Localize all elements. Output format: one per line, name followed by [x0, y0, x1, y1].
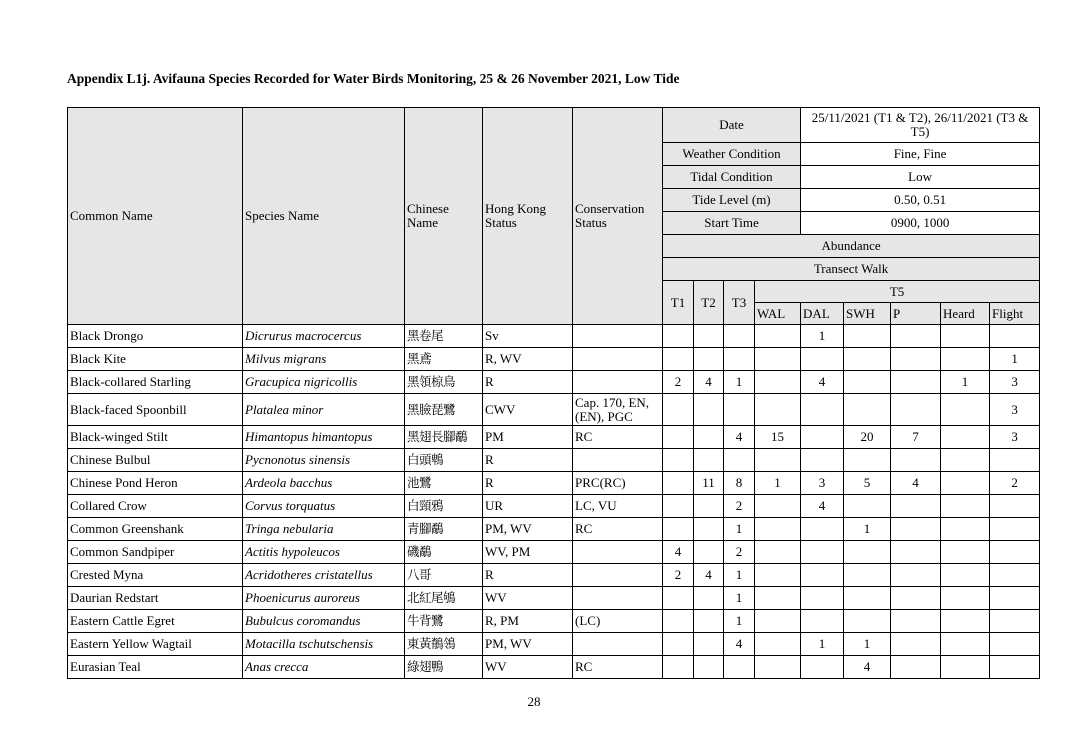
p-count-cell: [891, 633, 941, 656]
table-row: [68, 449, 1040, 472]
p-count-cell: [891, 564, 941, 587]
t2-count-cell: 4: [694, 371, 724, 394]
header-weather-value: Fine, Fine: [801, 143, 1040, 166]
heard-count-cell: [941, 449, 990, 472]
flight-count-cell: 1: [990, 348, 1040, 371]
t3-count-cell: 1: [724, 371, 755, 394]
flight-count-cell: [990, 633, 1040, 656]
dal-count-cell: [801, 348, 844, 371]
table-row: [68, 633, 1040, 656]
heard-count-cell: [941, 495, 990, 518]
conservation-status-cell: [573, 564, 663, 587]
common-name-cell: Black-winged Stilt: [68, 426, 243, 449]
hk-status-cell: Sv: [483, 325, 573, 348]
swh-count-cell: [844, 541, 891, 564]
header-date-value: 25/11/2021 (T1 & T2), 26/11/2021 (T3 & T5): [801, 108, 1040, 143]
t3-count-cell: 4: [724, 633, 755, 656]
table-row: [68, 348, 1040, 371]
dal-count-cell: 4: [801, 495, 844, 518]
dal-count-cell: [801, 449, 844, 472]
t3-count-cell: 1: [724, 518, 755, 541]
chinese-name-cell: 白頭鵯: [405, 449, 483, 472]
chinese-name-cell: 北紅尾鴝: [405, 587, 483, 610]
t1-count-cell: [663, 348, 694, 371]
p-count-cell: [891, 541, 941, 564]
t1-count-cell: [663, 325, 694, 348]
conservation-status-cell: [573, 633, 663, 656]
page-title: Appendix L1j. Avifauna Species Recorded for Water Birds Monitoring, 25 & 26 November 2021, Low Tide: [67, 71, 680, 86]
hk-status-cell: R: [483, 371, 573, 394]
header-t1: T1: [663, 281, 694, 325]
chinese-name-cell: 黑鳶: [405, 348, 483, 371]
t3-count-cell: 8: [724, 472, 755, 495]
common-name-cell: Chinese Bulbul: [68, 449, 243, 472]
t2-count-cell: 4: [694, 564, 724, 587]
wal-count-cell: [755, 348, 801, 371]
hk-status-cell: CWV: [483, 394, 573, 426]
p-count-cell: [891, 495, 941, 518]
flight-count-cell: 2: [990, 472, 1040, 495]
swh-count-cell: [844, 495, 891, 518]
conservation-status-cell: [573, 449, 663, 472]
flight-count-cell: [990, 449, 1040, 472]
chinese-name-cell: 東黃鶺鴒: [405, 633, 483, 656]
chinese-name-cell: 黑卷尾: [405, 325, 483, 348]
common-name-cell: Eastern Cattle Egret: [68, 610, 243, 633]
common-name-cell: Eastern Yellow Wagtail: [68, 633, 243, 656]
table-row: [68, 394, 1040, 426]
heard-count-cell: [941, 348, 990, 371]
p-count-cell: 7: [891, 426, 941, 449]
hk-status-cell: R, PM: [483, 610, 573, 633]
heard-count-cell: [941, 472, 990, 495]
conservation-status-cell: [573, 348, 663, 371]
species-name-cell: Platalea minor: [243, 394, 405, 426]
common-name-cell: Crested Myna: [68, 564, 243, 587]
hk-status-cell: PM, WV: [483, 518, 573, 541]
t3-count-cell: 1: [724, 587, 755, 610]
swh-count-cell: [844, 449, 891, 472]
wal-count-cell: [755, 325, 801, 348]
hk-status-cell: PM: [483, 426, 573, 449]
t2-count-cell: [694, 449, 724, 472]
t3-count-cell: 2: [724, 541, 755, 564]
chinese-name-cell: 黑翅長腳鷸: [405, 426, 483, 449]
flight-count-cell: 3: [990, 426, 1040, 449]
t1-count-cell: [663, 426, 694, 449]
header-t5: T5: [755, 281, 1040, 303]
t1-count-cell: 4: [663, 541, 694, 564]
hk-status-cell: PM, WV: [483, 633, 573, 656]
dal-count-cell: [801, 656, 844, 679]
table-row: [68, 472, 1040, 495]
swh-count-cell: [844, 610, 891, 633]
header-abundance: Abundance: [663, 235, 1040, 258]
species-name-cell: Bubulcus coromandus: [243, 610, 405, 633]
species-name-cell: Phoenicurus auroreus: [243, 587, 405, 610]
flight-count-cell: [990, 656, 1040, 679]
t3-count-cell: [724, 348, 755, 371]
species-name-cell: Anas crecca: [243, 656, 405, 679]
header-start-time-label: Start Time: [663, 212, 801, 235]
t2-count-cell: [694, 518, 724, 541]
header-conservation-status: Conservation Status: [573, 108, 663, 325]
flight-count-cell: [990, 541, 1040, 564]
p-count-cell: [891, 656, 941, 679]
t2-count-cell: [694, 495, 724, 518]
wal-count-cell: 15: [755, 426, 801, 449]
flight-count-cell: [990, 495, 1040, 518]
swh-count-cell: 1: [844, 518, 891, 541]
t3-count-cell: 1: [724, 610, 755, 633]
conservation-status-cell: Cap. 170, EN, (EN), PGC: [573, 394, 663, 426]
conservation-status-cell: [573, 541, 663, 564]
common-name-cell: Collared Crow: [68, 495, 243, 518]
t2-count-cell: [694, 541, 724, 564]
table-row: [68, 426, 1040, 449]
header-tide-level-label: Tide Level (m): [663, 189, 801, 212]
t1-count-cell: [663, 587, 694, 610]
conservation-status-cell: (LC): [573, 610, 663, 633]
common-name-cell: Black-faced Spoonbill: [68, 394, 243, 426]
t3-count-cell: [724, 449, 755, 472]
header-p: P: [891, 303, 941, 325]
t2-count-cell: [694, 348, 724, 371]
heard-count-cell: [941, 518, 990, 541]
dal-count-cell: 1: [801, 633, 844, 656]
t3-count-cell: [724, 394, 755, 426]
heard-count-cell: [941, 394, 990, 426]
hk-status-cell: R: [483, 472, 573, 495]
p-count-cell: [891, 587, 941, 610]
conservation-status-cell: [573, 325, 663, 348]
conservation-status-cell: RC: [573, 656, 663, 679]
wal-count-cell: [755, 610, 801, 633]
wal-count-cell: [755, 541, 801, 564]
swh-count-cell: [844, 564, 891, 587]
t2-count-cell: [694, 656, 724, 679]
t2-count-cell: [694, 610, 724, 633]
dal-count-cell: 3: [801, 472, 844, 495]
species-name-cell: Tringa nebularia: [243, 518, 405, 541]
header-t3: T3: [724, 281, 755, 325]
header-common-name: Common Name: [68, 108, 243, 325]
swh-count-cell: 1: [844, 633, 891, 656]
chinese-name-cell: 黑領椋鳥: [405, 371, 483, 394]
wal-count-cell: [755, 633, 801, 656]
header-species-name: Species Name: [243, 108, 405, 325]
header-heard: Heard: [941, 303, 990, 325]
header-start-time-value: 0900, 1000: [801, 212, 1040, 235]
header-date-label: Date: [663, 108, 801, 143]
chinese-name-cell: 磯鷸: [405, 541, 483, 564]
chinese-name-cell: 牛背鷺: [405, 610, 483, 633]
t2-count-cell: [694, 426, 724, 449]
t3-count-cell: 1: [724, 564, 755, 587]
species-name-cell: Ardeola bacchus: [243, 472, 405, 495]
hk-status-cell: UR: [483, 495, 573, 518]
hk-status-cell: R, WV: [483, 348, 573, 371]
conservation-status-cell: LC, VU: [573, 495, 663, 518]
wal-count-cell: 1: [755, 472, 801, 495]
t1-count-cell: 2: [663, 564, 694, 587]
species-name-cell: Himantopus himantopus: [243, 426, 405, 449]
t2-count-cell: [694, 633, 724, 656]
t1-count-cell: [663, 656, 694, 679]
p-count-cell: [891, 518, 941, 541]
dal-count-cell: [801, 394, 844, 426]
t2-count-cell: [694, 325, 724, 348]
t3-count-cell: [724, 656, 755, 679]
header-wal: WAL: [755, 303, 801, 325]
dal-count-cell: [801, 426, 844, 449]
species-name-cell: Actitis hypoleucos: [243, 541, 405, 564]
wal-count-cell: [755, 587, 801, 610]
flight-count-cell: [990, 610, 1040, 633]
p-count-cell: [891, 325, 941, 348]
p-count-cell: [891, 610, 941, 633]
t1-count-cell: [663, 394, 694, 426]
header-chinese-name: Chinese Name: [405, 108, 483, 325]
wal-count-cell: [755, 449, 801, 472]
flight-count-cell: [990, 564, 1040, 587]
header-t2: T2: [694, 281, 724, 325]
heard-count-cell: [941, 587, 990, 610]
swh-count-cell: [844, 371, 891, 394]
swh-count-cell: 5: [844, 472, 891, 495]
table-row: [68, 518, 1040, 541]
table-row: [68, 587, 1040, 610]
dal-count-cell: 4: [801, 371, 844, 394]
t3-count-cell: [724, 325, 755, 348]
table-row: [68, 610, 1040, 633]
dal-count-cell: [801, 610, 844, 633]
heard-count-cell: [941, 426, 990, 449]
species-name-cell: Acridotheres cristatellus: [243, 564, 405, 587]
hk-status-cell: WV: [483, 587, 573, 610]
conservation-status-cell: [573, 371, 663, 394]
common-name-cell: Black Drongo: [68, 325, 243, 348]
common-name-cell: Chinese Pond Heron: [68, 472, 243, 495]
table-row: [68, 495, 1040, 518]
conservation-status-cell: RC: [573, 426, 663, 449]
table-row: [68, 371, 1040, 394]
chinese-name-cell: 池鷺: [405, 472, 483, 495]
swh-count-cell: [844, 325, 891, 348]
table-row: [68, 656, 1040, 679]
header-tidal-label: Tidal Condition: [663, 166, 801, 189]
header-weather-label: Weather Condition: [663, 143, 801, 166]
t1-count-cell: [663, 472, 694, 495]
flight-count-cell: [990, 587, 1040, 610]
t2-count-cell: [694, 394, 724, 426]
chinese-name-cell: 綠翅鴨: [405, 656, 483, 679]
swh-count-cell: 20: [844, 426, 891, 449]
hk-status-cell: R: [483, 564, 573, 587]
hk-status-cell: R: [483, 449, 573, 472]
page-number: 28: [527, 694, 541, 709]
wal-count-cell: [755, 495, 801, 518]
heard-count-cell: [941, 610, 990, 633]
conservation-status-cell: RC: [573, 518, 663, 541]
swh-count-cell: [844, 394, 891, 426]
heard-count-cell: [941, 633, 990, 656]
hk-status-cell: WV, PM: [483, 541, 573, 564]
flight-count-cell: [990, 325, 1040, 348]
swh-count-cell: [844, 348, 891, 371]
t3-count-cell: 2: [724, 495, 755, 518]
common-name-cell: Black-collared Starling: [68, 371, 243, 394]
t2-count-cell: 11: [694, 472, 724, 495]
t1-count-cell: [663, 449, 694, 472]
chinese-name-cell: 青腳鷸: [405, 518, 483, 541]
flight-count-cell: 3: [990, 371, 1040, 394]
table-row: [68, 564, 1040, 587]
flight-count-cell: [990, 518, 1040, 541]
header-hk-status: Hong Kong Status: [483, 108, 573, 325]
header-tidal-value: Low: [801, 166, 1040, 189]
table-row: [68, 541, 1040, 564]
wal-count-cell: [755, 656, 801, 679]
t2-count-cell: [694, 587, 724, 610]
heard-count-cell: [941, 325, 990, 348]
header-tide-level-value: 0.50, 0.51: [801, 189, 1040, 212]
dal-count-cell: [801, 541, 844, 564]
t1-count-cell: 2: [663, 371, 694, 394]
header-flight: Flight: [990, 303, 1040, 325]
common-name-cell: Daurian Redstart: [68, 587, 243, 610]
wal-count-cell: [755, 394, 801, 426]
swh-count-cell: 4: [844, 656, 891, 679]
species-name-cell: Corvus torquatus: [243, 495, 405, 518]
header-dal: DAL: [801, 303, 844, 325]
p-count-cell: 4: [891, 472, 941, 495]
chinese-name-cell: 八哥: [405, 564, 483, 587]
chinese-name-cell: 黑臉琵鷺: [405, 394, 483, 426]
t1-count-cell: [663, 518, 694, 541]
p-count-cell: [891, 449, 941, 472]
t1-count-cell: [663, 610, 694, 633]
wal-count-cell: [755, 564, 801, 587]
common-name-cell: Common Greenshank: [68, 518, 243, 541]
header-transect-walk: Transect Walk: [663, 258, 1040, 281]
table-row: [68, 325, 1040, 348]
header-swh: SWH: [844, 303, 891, 325]
heard-count-cell: [941, 541, 990, 564]
conservation-status-cell: [573, 587, 663, 610]
swh-count-cell: [844, 587, 891, 610]
dal-count-cell: [801, 587, 844, 610]
species-name-cell: Milvus migrans: [243, 348, 405, 371]
t1-count-cell: [663, 633, 694, 656]
species-name-cell: Motacilla tschutschensis: [243, 633, 405, 656]
hk-status-cell: WV: [483, 656, 573, 679]
conservation-status-cell: PRC(RC): [573, 472, 663, 495]
t1-count-cell: [663, 495, 694, 518]
species-table: [67, 107, 1040, 679]
heard-count-cell: 1: [941, 371, 990, 394]
heard-count-cell: [941, 564, 990, 587]
heard-count-cell: [941, 656, 990, 679]
dal-count-cell: 1: [801, 325, 844, 348]
p-count-cell: [891, 371, 941, 394]
species-name-cell: Pycnonotus sinensis: [243, 449, 405, 472]
common-name-cell: Eurasian Teal: [68, 656, 243, 679]
common-name-cell: Common Sandpiper: [68, 541, 243, 564]
species-name-cell: Gracupica nigricollis: [243, 371, 405, 394]
wal-count-cell: [755, 371, 801, 394]
dal-count-cell: [801, 564, 844, 587]
species-name-cell: Dicrurus macrocercus: [243, 325, 405, 348]
p-count-cell: [891, 394, 941, 426]
wal-count-cell: [755, 518, 801, 541]
p-count-cell: [891, 348, 941, 371]
dal-count-cell: [801, 518, 844, 541]
flight-count-cell: 3: [990, 394, 1040, 426]
t3-count-cell: 4: [724, 426, 755, 449]
chinese-name-cell: 白頸鴉: [405, 495, 483, 518]
common-name-cell: Black Kite: [68, 348, 243, 371]
